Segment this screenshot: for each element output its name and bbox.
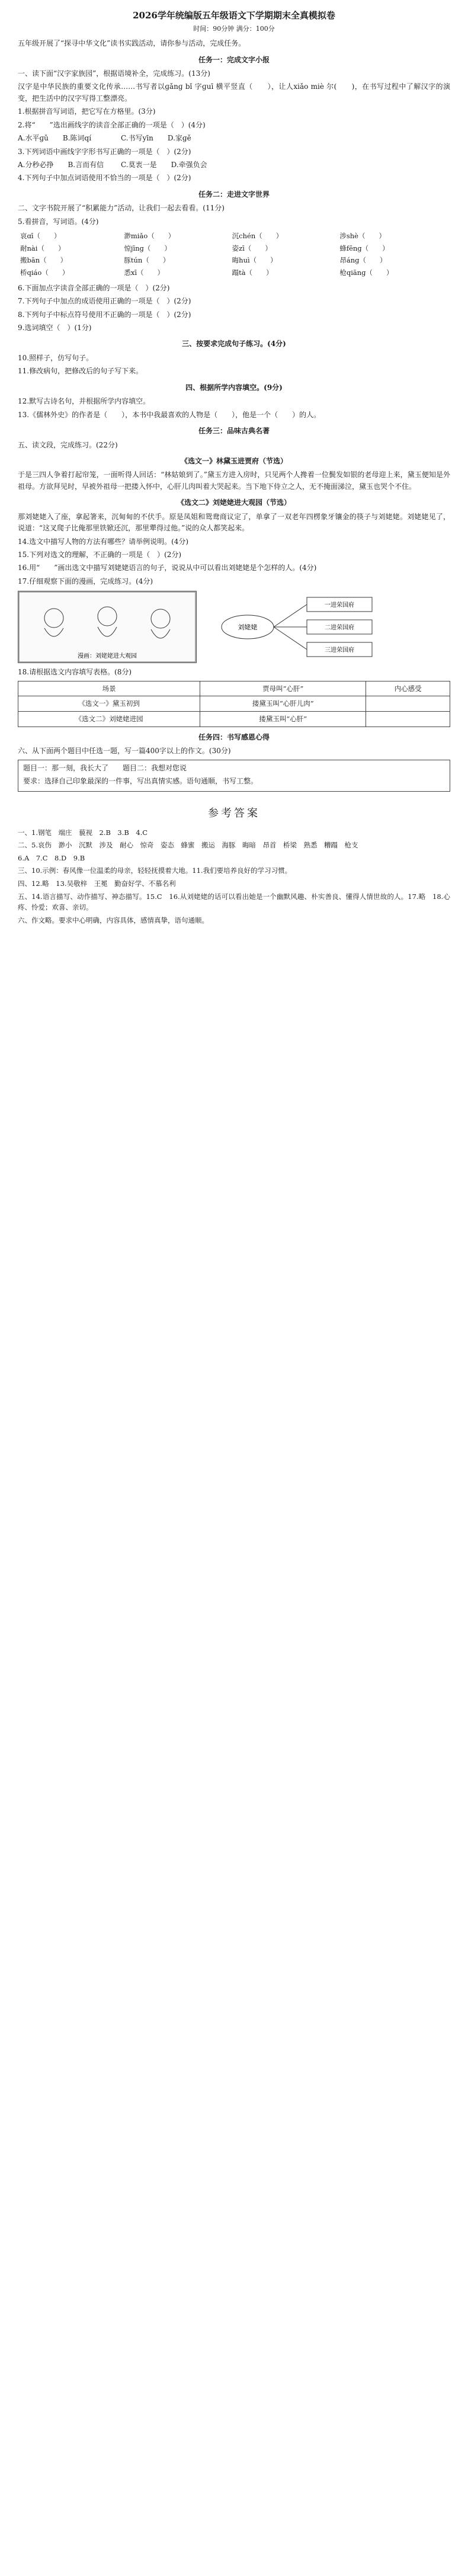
option[interactable]: A.水平ɡǔ B.陈词qí xyxy=(18,134,92,143)
mind-map xyxy=(206,591,384,663)
task2-heading: 任务二：走进文字世界 xyxy=(198,190,270,199)
task5-heading: 任务三：品味古典名著 xyxy=(198,427,270,436)
answer-item: 五、14.语言描写、动作描写、神态描写。15.C 16.从刘姥姥的话可以看出她是一个幽默风趣、朴实善良、懂得人情世故的人。17.略 18.心疼、怜爱；欢喜、亲切。 xyxy=(18,892,450,912)
answer-item: 一、1.钢笔 端庄 藐视 2.B 3.B 4.C xyxy=(18,828,148,837)
passage-title: 《选文一》林黛玉进贾府（节选） xyxy=(180,456,287,465)
mind-map-center: 刘姥姥 xyxy=(238,623,258,632)
table-header: 贾母叫“心肝” xyxy=(200,681,366,696)
mind-map-branch: 一进荣国府 xyxy=(325,602,354,609)
pinyin-grid xyxy=(18,230,450,279)
passage2-text: 那刘姥姥入了座，拿起箸来，沉甸甸的不伏手。原是凤姐和鸳鸯商议定了，单拿了一双老年四楞象牙镶金的筷子与刘姥姥。刘姥姥见了，说道：“这叉爬子比俺那里铁锨还沉，那里犟得过他。”说的众人都笑起来。 xyxy=(18,512,450,533)
grid-cell: 蜂fēnɡ（ ） xyxy=(339,244,389,252)
question-6: 6.下面加点字读音全部正确的一项是（ ）(2分) xyxy=(18,283,170,292)
question-12: 12.默写古诗名句，并根据所学内容填空。 xyxy=(18,397,150,406)
answer-item: 二、5.哀伤 渺小 沉默 涉及 耐心 惊奇 姿态 蜂蜜 搬运 海豚 晦暗 昂首 桥梁 熟悉 糟蹋 枪支 xyxy=(18,841,358,850)
grid-cell: 姿zī（ ） xyxy=(232,244,272,252)
table-cell[interactable] xyxy=(366,712,450,727)
grid-cell: 耐nài（ ） xyxy=(20,244,65,252)
intro-text: 五年级开展了“探寻中华文化”读书实践活动，请你参与活动，完成任务。 xyxy=(18,39,246,48)
composition-prompt-box xyxy=(18,760,450,792)
table-cell: 《选文二》刘姥姥进园 xyxy=(18,712,200,727)
page-title: 2026学年统编版五年级语文下学期期末全真模拟卷 xyxy=(133,10,335,21)
option[interactable]: C.莫衷一是 D.牵强负会 xyxy=(121,161,207,169)
answer-item: 四、12.略 13.吴敬梓 王冕 勤奋好学、不慕名利 xyxy=(18,879,176,888)
grid-cell: 惊jīnɡ（ ） xyxy=(124,244,171,252)
task6-part-title: 六、从下面两个题目中任选一题，写一篇400字以上的作文。(30分) xyxy=(18,747,231,756)
grid-cell: 昂ánɡ（ ） xyxy=(339,256,387,265)
question-18: 18.请根据选文内容填写表格。(8分) xyxy=(18,668,132,677)
grid-cell: 豚tún（ ） xyxy=(124,256,170,265)
task3-heading: 三、按要求完成句子练习。(4分) xyxy=(182,340,286,348)
table-cell: 搂黛玉叫“心肝” xyxy=(200,712,366,727)
grid-cell: 晦huì（ ） xyxy=(232,256,277,265)
table-cell: 搂黛玉叫“心肝儿肉” xyxy=(200,696,366,712)
question-3: 3.下列词语中画线字字形书写正确的一项是（ ）(2分) xyxy=(18,147,191,156)
comic-illustration xyxy=(18,591,197,663)
answer-table xyxy=(18,681,450,727)
table-row xyxy=(18,696,450,712)
question-10: 10.照样子，仿写句子。 xyxy=(18,353,94,362)
task1-passage: 汉字是中华民族的重要文化传承……书写者以ɡǎnɡ bǐ 字ɡuī 横平竖直（ ），让人xiǎo miè 尔( )，在书写过程中了解汉字的演变，把生活中的汉字写得工整漂亮。 xyxy=(18,82,450,103)
question-17: 17.仔细观察下面的漫画，完成练习。(4分) xyxy=(18,577,153,585)
question-2-options xyxy=(18,133,450,144)
question-1: 1.根据拼音写词语，把它写在方格里。(3分) xyxy=(18,107,156,116)
answer-item: 三、10.示例：春风像一位温柔的母亲，轻轻抚摸着大地。11.我们要培养良好的学习习惯。 xyxy=(18,866,292,875)
question-13: 13.《儒林外史》的作者是（ ），本书中我最喜欢的人物是（ ），他是一个（ ）的人。 xyxy=(18,410,321,419)
question-4: 4.下列句子中加点词语使用不恰当的一项是（ ）(2分) xyxy=(18,174,191,183)
passage2-title: 《选文二》刘姥姥进大观园（节选） xyxy=(177,498,291,507)
grid-cell: 涉shè（ ） xyxy=(339,232,386,241)
table-row xyxy=(18,712,450,727)
composition-requirements: 要求：选择自己印象最深的一件事，写出真情实感。语句通顺，书写工整。 xyxy=(23,776,258,785)
passage-text: 于是三四人争着打起帘笼，一面听得人回话：“林姑娘到了。”黛玉方进入房时，只见两个人搀着一位鬓发如银的老母迎上来，黛玉便知是外祖母。方欲拜见时，早被外祖母一把搂入怀中，心肝儿肉叫着大哭起来。当下地下侍立之人，无不掩面涕泣，黛玉也哭个不住。 xyxy=(18,471,450,491)
grid-row xyxy=(18,254,450,267)
grid-cell: 搬bān（ ） xyxy=(20,256,68,265)
grid-cell: 桥qiáo（ ） xyxy=(20,268,69,277)
task5-part-title: 五、读文段，完成练习。(22分) xyxy=(18,440,118,449)
table-header-row xyxy=(18,681,450,696)
task4-heading: 四、根据所学内容填空。(9分) xyxy=(185,383,283,392)
answer-item: 六、作文略。要求中心明确，内容具体，感情真挚，语句通顺。 xyxy=(18,916,209,924)
grid-cell: 枪qiānɡ（ ） xyxy=(339,268,393,277)
grid-cell: 悉xī（ ） xyxy=(124,268,165,277)
question-2: 2.将“ ”选出画线字的读音全部正确的一项是（ ）(4分) xyxy=(18,120,206,129)
grid-row xyxy=(18,230,450,242)
question-15: 15.下列对选文的理解，不正确的一项是（ ）(2分) xyxy=(18,551,182,559)
question-11: 11.修改病句，把修改后的句子写下来。 xyxy=(18,367,143,376)
question-3-options xyxy=(18,159,450,171)
illustration-row xyxy=(18,591,450,663)
question-14: 14.选文中描写人物的方法有哪些？请举例说明。(4分) xyxy=(18,537,189,546)
question-7: 7.下列句子中加点的成语使用正确的一项是（ ）(2分) xyxy=(18,297,191,306)
grid-row xyxy=(18,242,450,255)
mind-map-branch: 二进荣国府 xyxy=(325,625,354,632)
table-cell[interactable] xyxy=(366,696,450,712)
exam-page xyxy=(0,0,468,940)
task1-heading: 任务一：完成文字小报 xyxy=(198,55,270,64)
task1-part-title: 一、读下面“汉字家族园”，根据语境补全，完成练习。(13分) xyxy=(18,69,210,78)
grid-row xyxy=(18,267,450,279)
grid-cell: 蹋tà（ ） xyxy=(232,268,273,277)
table-header: 场景 xyxy=(18,681,200,696)
grid-cell: 渺miǎo（ ） xyxy=(124,232,175,241)
page-subtitle: 时间：90分钟 满分：100分 xyxy=(193,25,275,33)
question-8: 8.下列句子中标点符号使用不正确的一项是（ ）(2分) xyxy=(18,310,191,319)
composition-prompt: 题目一：那一刻，我长大了 题目二：我想对您说 xyxy=(23,763,187,772)
question-16: 16.用“ ”画出选文中描写刘姥姥语言的句子，说说从中可以看出刘姥姥是个怎样的人。(4分) xyxy=(18,564,317,572)
task6-heading: 任务四：书写感恩心得 xyxy=(198,732,270,741)
grid-cell: 沉chén（ ） xyxy=(232,232,283,241)
question-5: 5.看拼音，写词语。(4分) xyxy=(18,217,99,226)
option[interactable]: C.书写yīn D.家ɡě xyxy=(121,134,191,143)
table-cell: 《选文一》黛玉初到 xyxy=(18,696,200,712)
option[interactable]: A.分秒必挣 B.言而有信 xyxy=(18,161,104,169)
table-header: 内心感受 xyxy=(366,681,450,696)
grid-cell: 哀ɑī（ ） xyxy=(20,232,61,241)
answers-title: 参考答案 xyxy=(208,807,260,820)
question-9: 9.选词填空（ ）(1分) xyxy=(18,324,92,332)
answers-section xyxy=(18,827,450,926)
answer-item: 6.A 7.C 8.D 9.B xyxy=(18,853,85,862)
task2-part-title: 二、文字书院开展了“积累能力”活动，让我们一起去看看。(11分) xyxy=(18,204,225,213)
comic-caption: 漫画：刘姥姥进大观园 xyxy=(78,653,137,660)
mind-map-branch: 三进荣国府 xyxy=(325,647,354,654)
